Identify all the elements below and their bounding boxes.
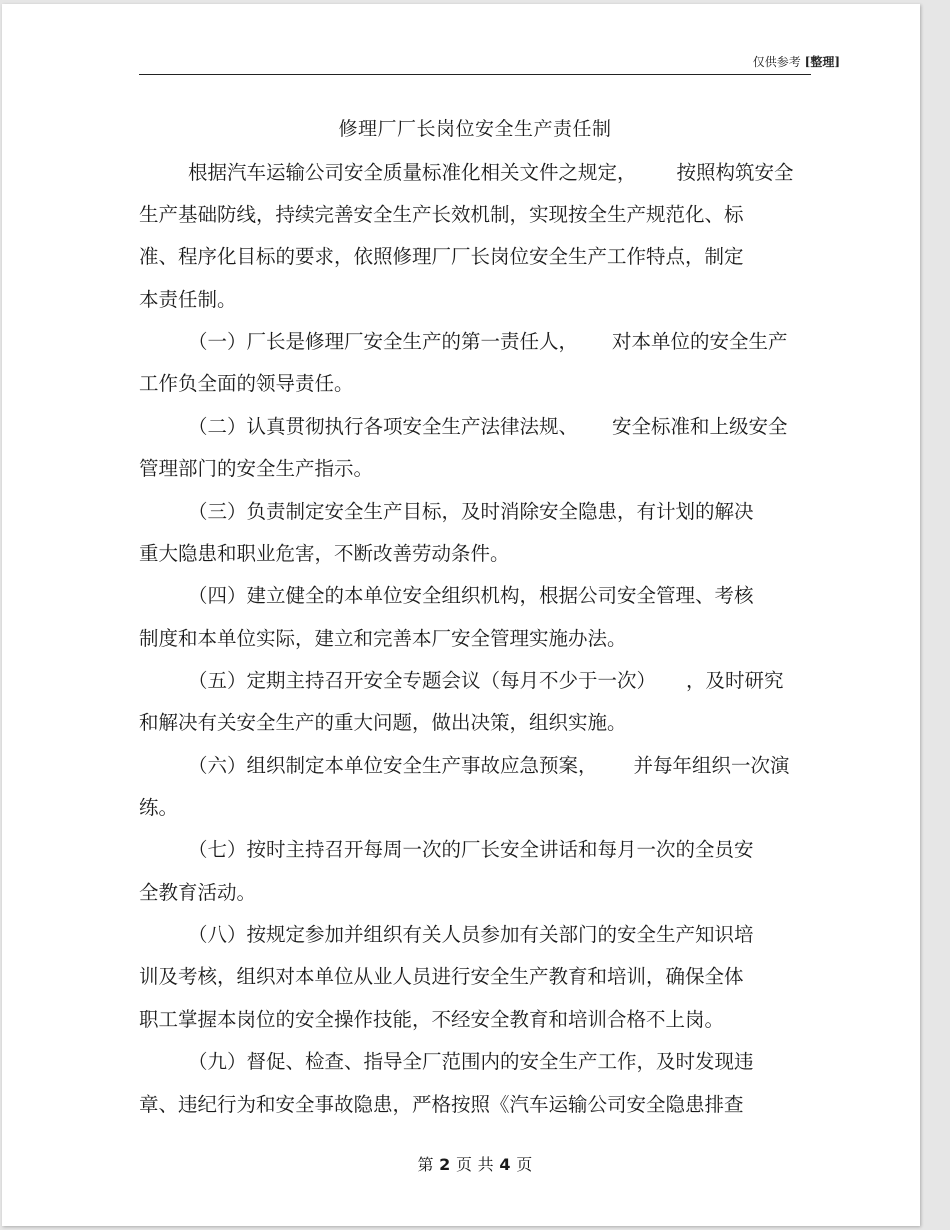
body-line: 工作负全面的领导责任。 [139, 372, 354, 395]
body-line: 和解决有关安全生产的重大问题，做出决策，组织实施。 [139, 711, 627, 734]
body-line: 根据汽车运输公司安全质量标准化相关文件之规定， 按照构筑安全 [188, 161, 794, 184]
footer-suffix: 页 [516, 1155, 533, 1174]
body-line: （四）建立健全的本单位安全组织机构，根据公司安全管理、考核 [188, 584, 754, 607]
body-line: （九）督促、检查、指导全厂范围内的安全生产工作，及时发现违 [188, 1050, 754, 1073]
header-note-tag: [整理] [804, 55, 840, 69]
footer-page-number: 2 [439, 1155, 451, 1174]
footer-total-pages: 4 [499, 1155, 511, 1174]
body-line: 职工掌握本岗位的安全操作技能，不经安全教育和培训合格不上岗。 [139, 1008, 725, 1031]
document-title: 修理厂厂长岗位安全生产责任制 [338, 118, 612, 140]
body-line: （三）负责制定安全生产目标，及时消除安全隐患，有计划的解决 [188, 500, 754, 523]
document-page [2, 4, 920, 1226]
header-note [753, 53, 840, 70]
header-rule [139, 74, 811, 75]
body-line: （七）按时主持召开每周一次的厂长安全讲话和每月一次的全员安 [188, 838, 754, 861]
body-line: 章、违纪行为和安全事故隐患，严格按照《汽车运输公司安全隐患排查 [139, 1093, 744, 1116]
body-line: 重大隐患和职业危害，不断改善劳动条件。 [139, 542, 510, 565]
footer-prefix: 第 [417, 1155, 434, 1174]
body-line: 制度和本单位实际，建立和完善本厂安全管理实施办法。 [139, 627, 627, 650]
body-line: 生产基础防线，持续完善安全生产长效机制，实现按全生产规范化、标 [139, 203, 744, 226]
body-line: （二）认真贯彻执行各项安全生产法律法规、 安全标准和上级安全 [188, 415, 788, 438]
header-note-text: 仅供参考 [752, 55, 801, 69]
page-footer [0, 1152, 950, 1175]
body-line: 练。 [139, 796, 179, 819]
body-line: 管理部门的安全生产指示。 [139, 457, 374, 480]
body-line: 全教育活动。 [139, 881, 257, 904]
footer-mid: 页 共 [456, 1155, 494, 1174]
body-line: （八）按规定参加并组织有关人员参加有关部门的安全生产知识培 [188, 923, 754, 946]
body-line: （一）厂长是修理厂安全生产的第一责任人， 对本单位的安全生产 [188, 330, 788, 353]
body-line: 训及考核，组织对本单位从业人员进行安全生产教育和培训，确保全体 [139, 965, 744, 988]
body-line: 本责任制。 [139, 288, 237, 311]
body-line: （五）定期主持召开安全专题会议（每月不少于一次） ，及时研究 [188, 669, 784, 692]
body-line: 准、程序化目标的要求，依照修理厂厂长岗位安全生产工作特点，制定 [139, 245, 744, 268]
body-line: （六）组织制定本单位安全生产事故应急预案， 并每年组织一次演 [188, 754, 790, 777]
